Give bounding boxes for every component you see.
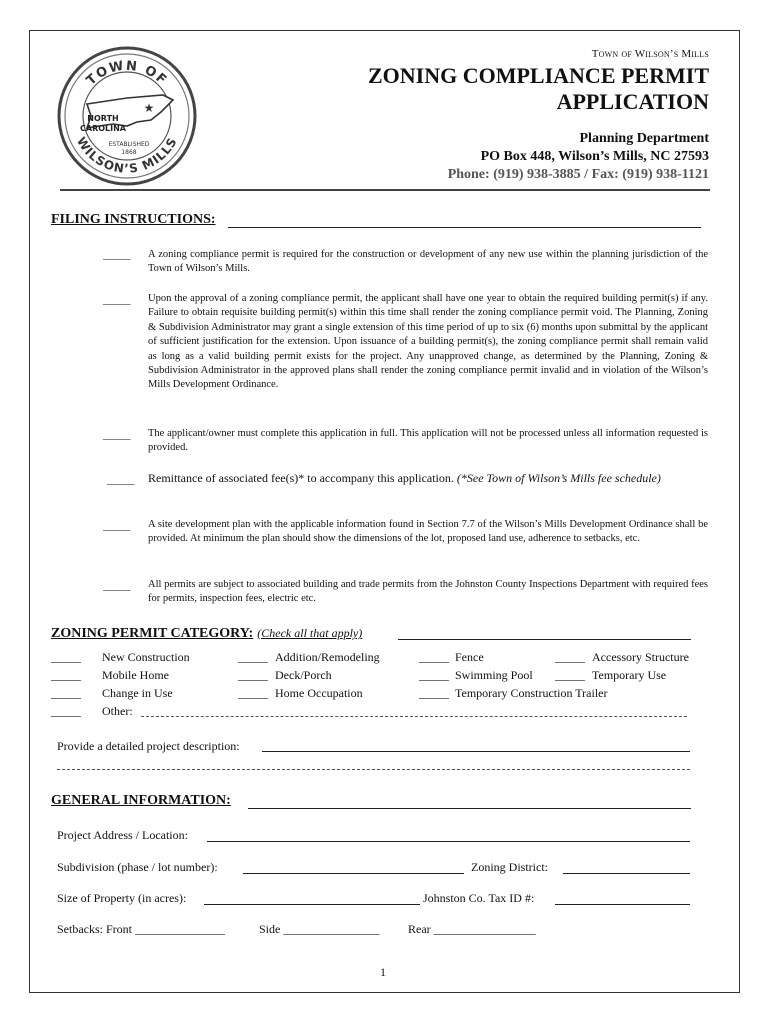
option-other: Other: [102, 704, 133, 718]
svg-text:ESTABLISHED: ESTABLISHED [108, 141, 150, 148]
category-heading-row [51, 624, 362, 642]
project-description-input-line-2[interactable] [57, 769, 690, 770]
option-fence: Fence [455, 650, 484, 664]
form-title-line1: ZONING COMPLIANCE PERMIT [367, 63, 709, 88]
checkbox-home-occupation[interactable]: _____ [238, 686, 268, 700]
setbacks-side-label: Side [259, 922, 281, 936]
checkbox-new-construction[interactable]: _____ [51, 650, 81, 664]
checkbox-blank[interactable]: _____ [107, 474, 135, 486]
option-new-construction: New Construction [102, 650, 190, 664]
project-description-input-line[interactable] [262, 751, 690, 752]
heading-rule [248, 808, 691, 809]
check-all-hint: (Check all that apply) [257, 626, 363, 640]
project-address-input-line[interactable] [207, 841, 690, 842]
checkbox-fence[interactable]: _____ [419, 650, 449, 664]
capital-star-icon: ★ [143, 101, 155, 115]
town-name: Town of Wilson’s Mills [591, 48, 709, 60]
setbacks-side [259, 922, 379, 937]
checkbox-mobile-home[interactable]: _____ [51, 668, 81, 682]
checkbox-blank[interactable]: _____ [103, 249, 131, 261]
instruction-item-4: Remittance of associated fee(s)* to accompany this application. (*See Town of Wilson’s Mills fee schedule) [148, 471, 661, 485]
phone-fax: Phone: (919) 938-3885 / Fax: (919) 938-1121 [447, 167, 709, 182]
tax-id-input-line[interactable] [555, 904, 690, 905]
setbacks-rear-label: Rear [408, 922, 431, 936]
svg-text:NORTH: NORTH [87, 114, 119, 123]
svg-text:CAROLINA: CAROLINA [80, 124, 126, 133]
property-size-input-line[interactable] [204, 904, 420, 905]
zoning-district-label: Zoning District: [471, 860, 548, 874]
option-temporary-use: Temporary Use [592, 668, 667, 682]
checkbox-change-in-use[interactable]: _____ [51, 686, 81, 700]
tax-id-label: Johnston Co. Tax ID #: [423, 891, 535, 905]
project-address-label: Project Address / Location: [57, 828, 188, 842]
option-accessory-structure: Accessory Structure [592, 650, 689, 664]
heading-rule [398, 639, 691, 640]
other-input-line[interactable] [141, 716, 687, 717]
option-deck-porch: Deck/Porch [275, 668, 332, 682]
checkbox-blank[interactable]: _____ [103, 520, 131, 532]
checkbox-addition-remodeling[interactable]: _____ [238, 650, 268, 664]
checkbox-temporary-use[interactable]: _____ [555, 668, 585, 682]
fee-schedule-note: (*See Town of Wilson’s Mills fee schedule) [456, 471, 661, 485]
option-temporary-construction-trailer: Temporary Construction Trailer [455, 686, 608, 700]
heading-rule [228, 227, 701, 228]
mailing-address: PO Box 448, Wilson’s Mills, NC 27593 [480, 149, 709, 164]
page-number: 1 [380, 965, 386, 979]
setbacks-front-input[interactable]: _______________ [135, 922, 225, 936]
checkbox-deck-porch[interactable]: _____ [238, 668, 268, 682]
subdivision-label: Subdivision (phase / lot number): [57, 860, 218, 874]
svg-text:TOWN OF: TOWN OF [83, 58, 171, 89]
instruction-item-3: The applicant/owner must complete this application in full. This application will not be processed unless all information requested is provided. [148, 428, 708, 454]
option-change-in-use: Change in Use [102, 686, 173, 700]
checkbox-blank[interactable]: _____ [103, 580, 131, 592]
checkbox-accessory-structure[interactable]: _____ [555, 650, 585, 664]
svg-text:1868: 1868 [121, 149, 137, 156]
setbacks-rear-input[interactable]: _________________ [433, 922, 536, 936]
option-swimming-pool: Swimming Pool [455, 668, 533, 682]
checkbox-swimming-pool[interactable]: _____ [419, 668, 449, 682]
project-description-label: Provide a detailed project description: [57, 739, 240, 753]
instruction-item-5: A site development plan with the applicable information found in Section 7.7 of the Wilson’s Mills Development Ordinance shall be provided. At minimum the plan should show the dimensions of the lot, proposed land use, adherence to setbacks, etc. [148, 519, 708, 545]
setbacks-side-input[interactable]: ________________ [283, 922, 380, 936]
town-seal-logo [57, 46, 197, 186]
property-size-label: Size of Property (in acres): [57, 891, 187, 905]
checkbox-other[interactable]: _____ [51, 704, 81, 718]
svg-text:WILSON’S MILLS: WILSON’S MILLS [73, 134, 180, 176]
zoning-district-input-line[interactable] [563, 873, 690, 874]
setbacks-front-label: Setbacks: Front [57, 922, 132, 936]
setbacks-row [57, 922, 225, 937]
filing-instructions-heading: FILING INSTRUCTIONS: [51, 212, 216, 227]
instruction-item-2: Upon the approval of a zoning compliance permit, the applicant shall have one year to obtain the required building permit(s) if any. Failure to obtain requisite building permit(s) within this time shall render the zoning compliance permit void. The Planning, Zoning & Subdivision Administrator may grant a single extension of this time period of up to six (6) months upon submittal by the applicant of sufficient justification for the extension. Upon issuance of a building permit(s), the zoning compliance permit shall remain valid as long as a valid building permit exists for the project. Any unapproved change, as determined by the Planning, Zoning & Subdivision Administrator in the approved plans shall render the zoning compliance permit invalid and in violation of the Wilson’s Mills Development Ordinance. [148, 293, 708, 391]
form-title-line2: APPLICATION [556, 89, 709, 114]
checkbox-temporary-construction-trailer[interactable]: _____ [419, 686, 449, 700]
subdivision-input-line[interactable] [243, 873, 464, 874]
header-divider [60, 189, 710, 191]
checkbox-blank[interactable]: _____ [103, 429, 131, 441]
department-name: Planning Department [579, 131, 709, 146]
option-mobile-home: Mobile Home [102, 668, 169, 682]
zoning-permit-category-heading: ZONING PERMIT CATEGORY: [51, 626, 254, 641]
instruction-item-1: A zoning compliance permit is required for the construction or development of any new use within the planning jurisdiction of the Town of Wilson’s Mills. [148, 249, 708, 275]
setbacks-rear [408, 922, 536, 937]
option-addition-remodeling: Addition/Remodeling [275, 650, 380, 664]
instruction-item-6: All permits are subject to associated building and trade permits from the Johnston County Inspections Department with required fees for permits, inspection fees, electric etc. [148, 579, 708, 605]
checkbox-blank[interactable]: _____ [103, 294, 131, 306]
general-information-heading: GENERAL INFORMATION: [51, 793, 231, 808]
option-home-occupation: Home Occupation [275, 686, 363, 700]
